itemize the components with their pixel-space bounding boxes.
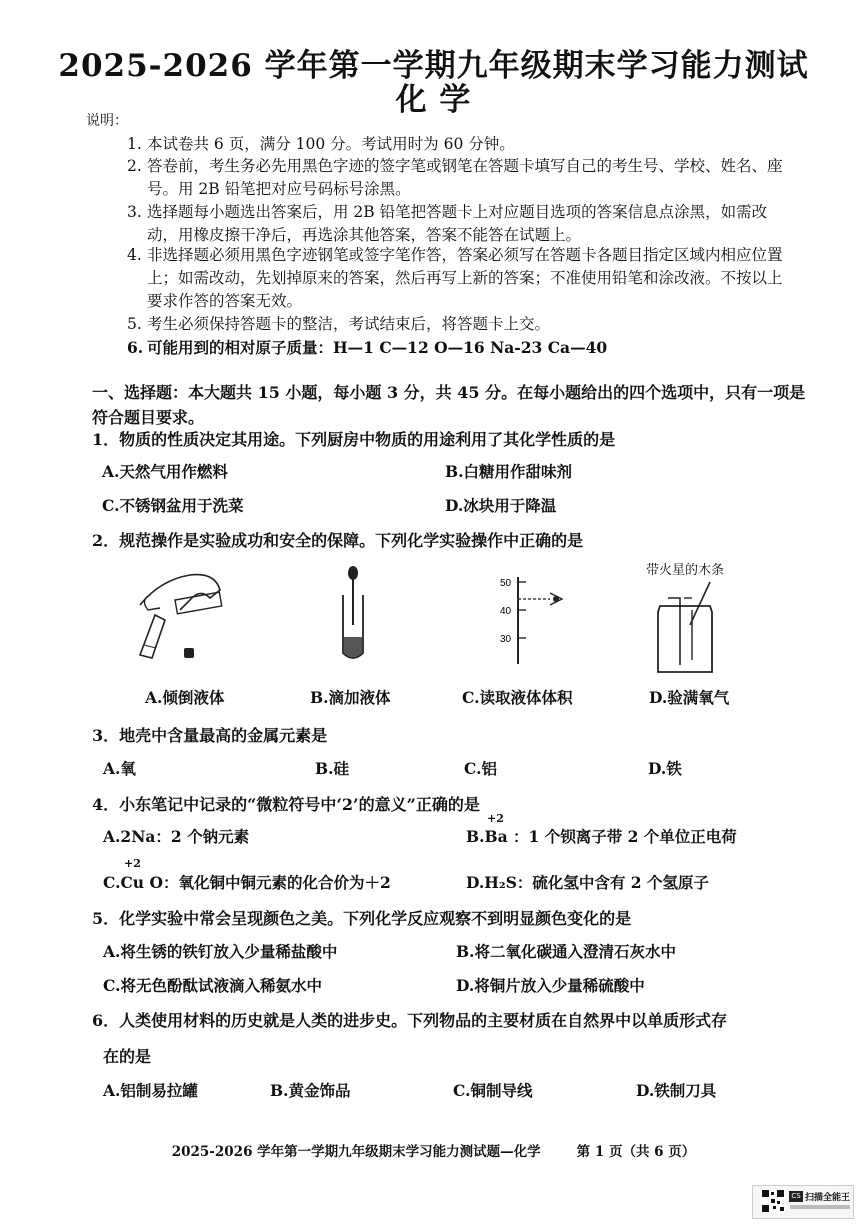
dropping-liquid-figure [335, 565, 375, 665]
q4-option-a: A.2Na：2 个钠元素 [103, 827, 250, 846]
q3-option-a: A.氧 [103, 759, 136, 778]
note-text: 本试卷共 6 页，满分 100 分。考试用时为 60 分钟。 [147, 135, 515, 153]
q2-option-c: C.读取液体体积 [462, 688, 573, 707]
badge-subtext-bar [790, 1205, 850, 1209]
q6-option-d: D.铁制刀具 [636, 1081, 717, 1100]
glowing-splint-label: 带火星的木条 [646, 563, 725, 578]
footer-title: 2025-2026 学年第一学期九年级期末学习能力测试题—化学 [171, 1144, 541, 1160]
q4-option-d: D.H₂S：硫化氢中含有 2 个氢原子 [466, 873, 709, 892]
note-item [127, 201, 787, 247]
tick-label: 40 [500, 606, 512, 617]
page-footer [0, 1140, 867, 1160]
question-2-stem: 2．规范操作是实验成功和安全的保障。下列化学实验操作中正确的是 [92, 531, 584, 550]
scanner-badge [752, 1185, 854, 1219]
notes-heading: 说明： [86, 113, 128, 129]
q5-option-b: B.将二氧化碳通入澄清石灰水中 [456, 942, 676, 961]
note-item [127, 155, 787, 201]
q2-option-a: A.倾倒液体 [145, 688, 225, 707]
gas-collecting-bottle-figure [650, 580, 730, 675]
question-6-stem: 6．人类使用材料的历史就是人类的进步史。下列物品的主要材质在自然界中以单质形式存 [92, 1011, 728, 1030]
q4-c-valence-mark: +2 [124, 857, 141, 870]
subject-title: 化 学 [395, 82, 472, 118]
q1-option-d: D.冰块用于降温 [445, 496, 557, 515]
q5-option-a: A.将生锈的铁钉放入少量稀盐酸中 [103, 942, 338, 961]
q6-option-a: A.铝制易拉罐 [103, 1081, 198, 1100]
page-number: 第 1 页（共 6 页） [576, 1144, 696, 1160]
tick-label: 50 [500, 578, 512, 589]
question-6-stem-continued: 在的是 [103, 1047, 152, 1066]
q1-option-b: B.白糖用作甜味剂 [445, 462, 572, 481]
q5-option-d: D.将铜片放入少量稀硫酸中 [456, 976, 645, 995]
note-number: 3. [127, 203, 142, 221]
q4-option-b: B.Ba ：1 个钡离子带 2 个单位正电荷 [466, 827, 737, 846]
q3-option-d: D.铁 [648, 759, 682, 778]
note-item [127, 244, 787, 313]
q5-option-c: C.将无色酚酞试液滴入稀氨水中 [103, 976, 322, 995]
scanner-app-name: 扫描全能王 [805, 1193, 851, 1203]
note-text: 答卷前，考生务必先用黑色字迹的签字笔或钢笔在答题卡填写自己的考生号、学校、姓名、座号。用 2B 铅笔把对应号码标号涂黑。 [147, 157, 783, 198]
question-3-stem: 3．地壳中含量最高的金属元素是 [92, 726, 328, 745]
note-number: 4. [127, 246, 142, 264]
note-item [127, 336, 787, 359]
pouring-liquid-figure [120, 560, 230, 665]
q4-option-c: C.Cu O：氧化铜中铜元素的化合价为＋2 [103, 873, 391, 892]
q1-option-c: C.不锈钢盆用于洗菜 [102, 496, 244, 515]
note-text: 可能用到的相对原子质量：H—1 C—12 O—16 Na-23 Ca—40 [147, 338, 608, 357]
exam-title: 2025-2026 学年第一学期九年级期末学习能力测试 [58, 48, 809, 84]
q6-option-c: C.铜制导线 [453, 1081, 533, 1100]
note-number: 1. [127, 135, 142, 153]
note-item [127, 313, 787, 336]
graduated-cylinder-figure [490, 572, 580, 672]
qr-code-icon [761, 1189, 785, 1213]
q3-option-c: C.铝 [464, 759, 497, 778]
question-1-stem: 1．物质的性质决定其用途。下列厨房中物质的用途利用了其化学性质的是 [92, 430, 616, 449]
q2-option-b: B.滴加液体 [310, 688, 391, 707]
note-item [127, 133, 787, 156]
note-text: 选择题每小题选出答案后，用 2B 铅笔把答题卡上对应题目选项的答案信息点涂黑，如需改动，用橡皮擦干净后，再选涂其他答案，答案不能答在试题上。 [147, 203, 768, 244]
note-text: 非选择题必须用黑色字迹钢笔或签字笔作答，答案必须写在答题卡各题目指定区域内相应位置上；如需改动，先划掉原来的答案，然后再写上新的答案；不准使用铅笔和涂改液。不按以上要求作答的答案无效。 [147, 246, 783, 310]
q3-option-b: B.硅 [315, 759, 349, 778]
section-heading: 一、选择题：本大题共 15 小题，每小题 3 分，共 45 分。在每小题给出的四个选项中，只有一项是符合题目要求。 [92, 383, 806, 427]
q4-b-valence-mark: +2 [487, 812, 504, 825]
note-number: 6. [127, 338, 144, 357]
note-text: 考生必须保持答题卡的整洁，考试结束后，将答题卡上交。 [147, 315, 551, 333]
question-5-stem: 5．化学实验中常会呈现颜色之美。下列化学反应观察不到明显颜色变化的是 [92, 909, 632, 928]
q6-option-b: B.黄金饰品 [270, 1081, 351, 1100]
tick-label: 30 [500, 634, 512, 645]
q2-option-d: D.验满氧气 [649, 688, 730, 707]
q1-option-a: A.天然气用作燃料 [102, 462, 228, 481]
question-4-stem: 4．小东笔记中记录的“微粒符号中‘2’的意义”正确的是 [92, 795, 480, 814]
note-number: 2. [127, 157, 142, 175]
note-number: 5. [127, 315, 142, 333]
cs-logo-icon: CS [789, 1191, 803, 1202]
